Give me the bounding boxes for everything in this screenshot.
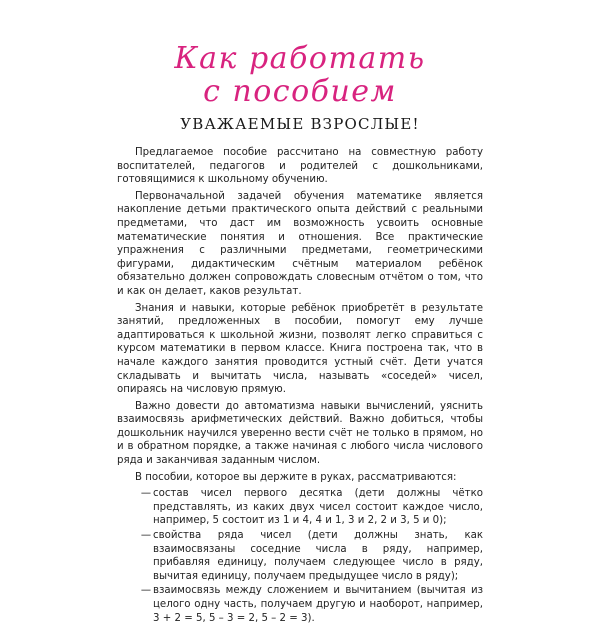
paragraph-goal: Первоначальной задачей обучения математике является накопление детьми практического опыта действий с реальными предметами, что даст им возможность усвоить основные математические понятия и отношения. Все практические упражнения с различными предметами, геометрическими фигурами, дидактическим счётным материалом ребёнок обязательно должен сопровождать словесным отчётом о том, что и как он делает, каков результат.	[117, 190, 483, 297]
body-text	[117, 146, 483, 626]
list-dash: —	[140, 488, 151, 500]
list-dash: —	[140, 585, 151, 597]
paragraph-intro: Предлагаемое пособие рассчитано на совместную работу воспитателей, педагогов и родителей с дошкольниками, готовящимися к школьному обучению.	[117, 147, 483, 186]
list-item	[117, 487, 483, 528]
address-heading: УВАЖАЕМЫЕ ВЗРОСЛЫЕ!	[180, 115, 420, 133]
list-item	[117, 584, 483, 625]
list-item-text: взаимосвязь между сложением и вычитанием (вычитая из целого одну часть, получаем другую и наоборот, например, 3 + 2 = 5, 5 – 3 = 2, 5 – 2 = 3).	[153, 585, 483, 624]
list-item-text: состав чисел первого десятка (дети должны чётко представлять, из каких двух чисел состоит каждое число, например, 5 состоит из 1 и 4, 4 и 1, 3 и 2, 2 и 3, 5 и 0);	[153, 488, 483, 527]
paragraph-automation: Важно довести до автоматизма навыки вычислений, уяснить взаимосвязь арифметических действий. Важно добиться, чтобы дошкольник научился уверенно вести счёт не только в прямом, но и в обратном порядке, а также начиная с любого числа числового ряда и заканчивая заданным числом.	[117, 400, 483, 467]
topics-list	[117, 487, 483, 625]
paragraph-skills: Знания и навыки, которые ребёнок приобретёт в результате занятий, предложенных в пособии, помогут ему лучше адаптироваться к школьной жизни, позволят легко справиться с курсом математики в первом классе. Книга построена так, что в начале каждого занятия проводится устный счёт. Дети учатся складывать и вычитать числа, называть «соседей» чисел, опираясь на числовую прямую.	[117, 302, 483, 396]
paragraph-topics-lead: В пособии, которое вы держите в руках, рассматриваются:	[135, 471, 457, 483]
list-item	[117, 529, 483, 583]
list-dash: —	[140, 530, 151, 542]
page-title-line-1: Как работать	[174, 41, 426, 76]
list-item-text: свойства ряда чисел (дети должны знать, как взаимосвязаны соседние числа в ряду, например, прибавляя единицу, получаем следующее число в ряду, вычитая единицу, получаем предыдущее число в ряду);	[153, 530, 483, 582]
page-title-line-2: с пособием	[203, 74, 397, 109]
